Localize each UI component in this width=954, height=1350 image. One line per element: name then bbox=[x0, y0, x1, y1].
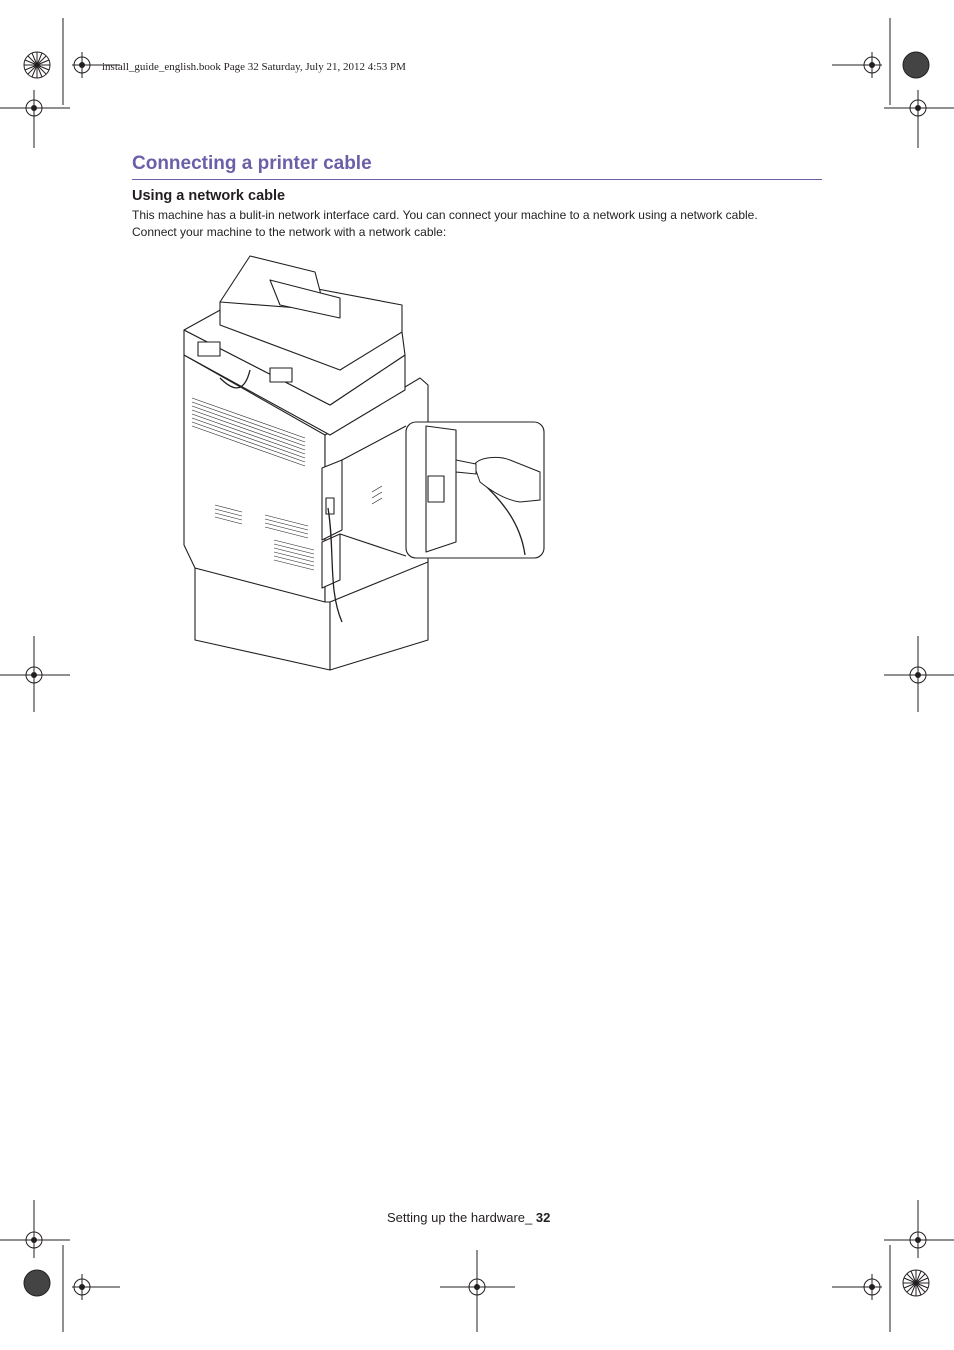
book-slug-line: install_guide_english.book Page 32 Saturday, July 21, 2012 4:53 PM bbox=[102, 61, 406, 73]
body-paragraph-2: Connect your machine to the network with a network cable: bbox=[132, 225, 447, 239]
page-number: 32 bbox=[535, 1210, 551, 1225]
footer-label: Setting up the hardware_ bbox=[387, 1210, 536, 1225]
page-footer bbox=[387, 1210, 550, 1225]
printer-network-illustration bbox=[180, 250, 560, 680]
subsection-title: Using a network cable bbox=[132, 188, 286, 204]
section-title: Connecting a printer cable bbox=[132, 153, 372, 174]
title-rule bbox=[132, 179, 822, 180]
body-paragraph-1: This machine has a bulit-in network interface card. You can connect your machine to a network using a network cable. bbox=[132, 208, 758, 222]
body-text bbox=[132, 207, 832, 241]
